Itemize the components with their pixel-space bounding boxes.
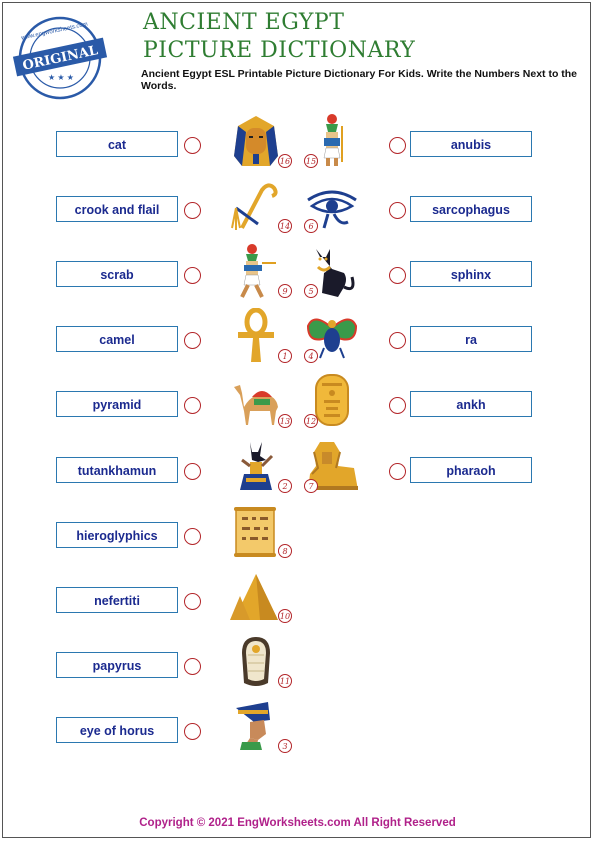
answer-circle-tutankhamun[interactable] [184, 463, 201, 480]
picture-number-9: 9 [278, 284, 292, 298]
copyright-footer: Copyright © 2021 EngWorksheets.com All Right Reserved [139, 817, 456, 829]
picture-number-1: 1 [278, 349, 292, 363]
answer-circle-crook-and-flail[interactable] [184, 202, 201, 219]
page-title-line1: ANCIENT EGYPT [143, 10, 345, 35]
answer-circle-papyrus[interactable] [184, 658, 201, 675]
picture-number-4: 4 [304, 349, 318, 363]
answer-circle-ra[interactable] [389, 332, 406, 349]
svg-text:ORIGINAL: ORIGINAL [21, 43, 100, 74]
word-box-crook-and-flail: crook and flail [56, 196, 178, 222]
word-box-nefertiti: nefertiti [56, 587, 178, 613]
anubis-picture [228, 438, 284, 494]
word-box-eye-of-horus: eye of horus [56, 717, 178, 743]
word-box-pyramid: pyramid [56, 391, 178, 417]
picture-number-5: 5 [304, 284, 318, 298]
pharaoh-mask-picture [228, 112, 284, 168]
picture-number-7: 7 [304, 479, 318, 493]
word-box-anubis: anubis [410, 131, 532, 157]
word-box-scrab: scrab [56, 261, 178, 287]
sarcophagus-picture [228, 633, 284, 689]
answer-circle-pharaoh[interactable] [389, 463, 406, 480]
answer-circle-scrab[interactable] [184, 267, 201, 284]
word-box-camel: camel [56, 326, 178, 352]
camel-picture [228, 373, 284, 429]
answer-circle-sphinx[interactable] [389, 267, 406, 284]
answer-circle-sarcophagus[interactable] [389, 202, 406, 219]
picture-number-10: 10 [278, 609, 292, 623]
page-frame [2, 2, 591, 838]
picture-number-8: 8 [278, 544, 292, 558]
picture-number-14: 14 [278, 219, 292, 233]
picture-number-11: 11 [278, 674, 292, 688]
word-box-cat: cat [56, 131, 178, 157]
answer-circle-hieroglyphics[interactable] [184, 528, 201, 545]
svg-text:★ ★ ★: ★ ★ ★ [48, 73, 74, 82]
answer-circle-nefertiti[interactable] [184, 593, 201, 610]
word-box-ankh: ankh [410, 391, 532, 417]
pyramids-picture [228, 568, 284, 624]
answer-circle-camel[interactable] [184, 332, 201, 349]
svg-text:www.engworksheets.com: www.engworksheets.com [20, 21, 89, 42]
word-box-hieroglyphics: hieroglyphics [56, 522, 178, 548]
crook-and-flail-picture [228, 178, 284, 234]
picture-number-6: 6 [304, 219, 318, 233]
ra-god-walking-picture [228, 243, 284, 299]
picture-number-3: 3 [278, 739, 292, 753]
answer-circle-anubis[interactable] [389, 137, 406, 154]
word-box-sarcophagus: sarcophagus [410, 196, 532, 222]
word-box-sphinx: sphinx [410, 261, 532, 287]
word-box-ra: ra [410, 326, 532, 352]
word-box-tutankhamun: tutankhamun [56, 457, 178, 483]
answer-circle-ankh[interactable] [389, 397, 406, 414]
page-title-line2: PICTURE DICTIONARY [143, 38, 416, 63]
papyrus-scroll-picture [228, 503, 284, 559]
page-subtitle: Ancient Egypt ESL Printable Picture Dictionary For Kids. Write the Numbers Next to the Words. [141, 68, 578, 92]
ankh-picture [228, 308, 284, 364]
nefertiti-picture [228, 698, 284, 754]
answer-circle-cat[interactable] [184, 137, 201, 154]
picture-number-2: 2 [278, 479, 292, 493]
picture-number-13: 13 [278, 414, 292, 428]
picture-number-16: 16 [278, 154, 292, 168]
word-box-pharaoh: pharaoh [410, 457, 532, 483]
answer-circle-pyramid[interactable] [184, 397, 201, 414]
picture-number-15: 15 [304, 154, 318, 168]
word-box-papyrus: papyrus [56, 652, 178, 678]
picture-number-12: 12 [304, 414, 318, 428]
original-stamp [10, 14, 110, 102]
answer-circle-eye-of-horus[interactable] [184, 723, 201, 740]
